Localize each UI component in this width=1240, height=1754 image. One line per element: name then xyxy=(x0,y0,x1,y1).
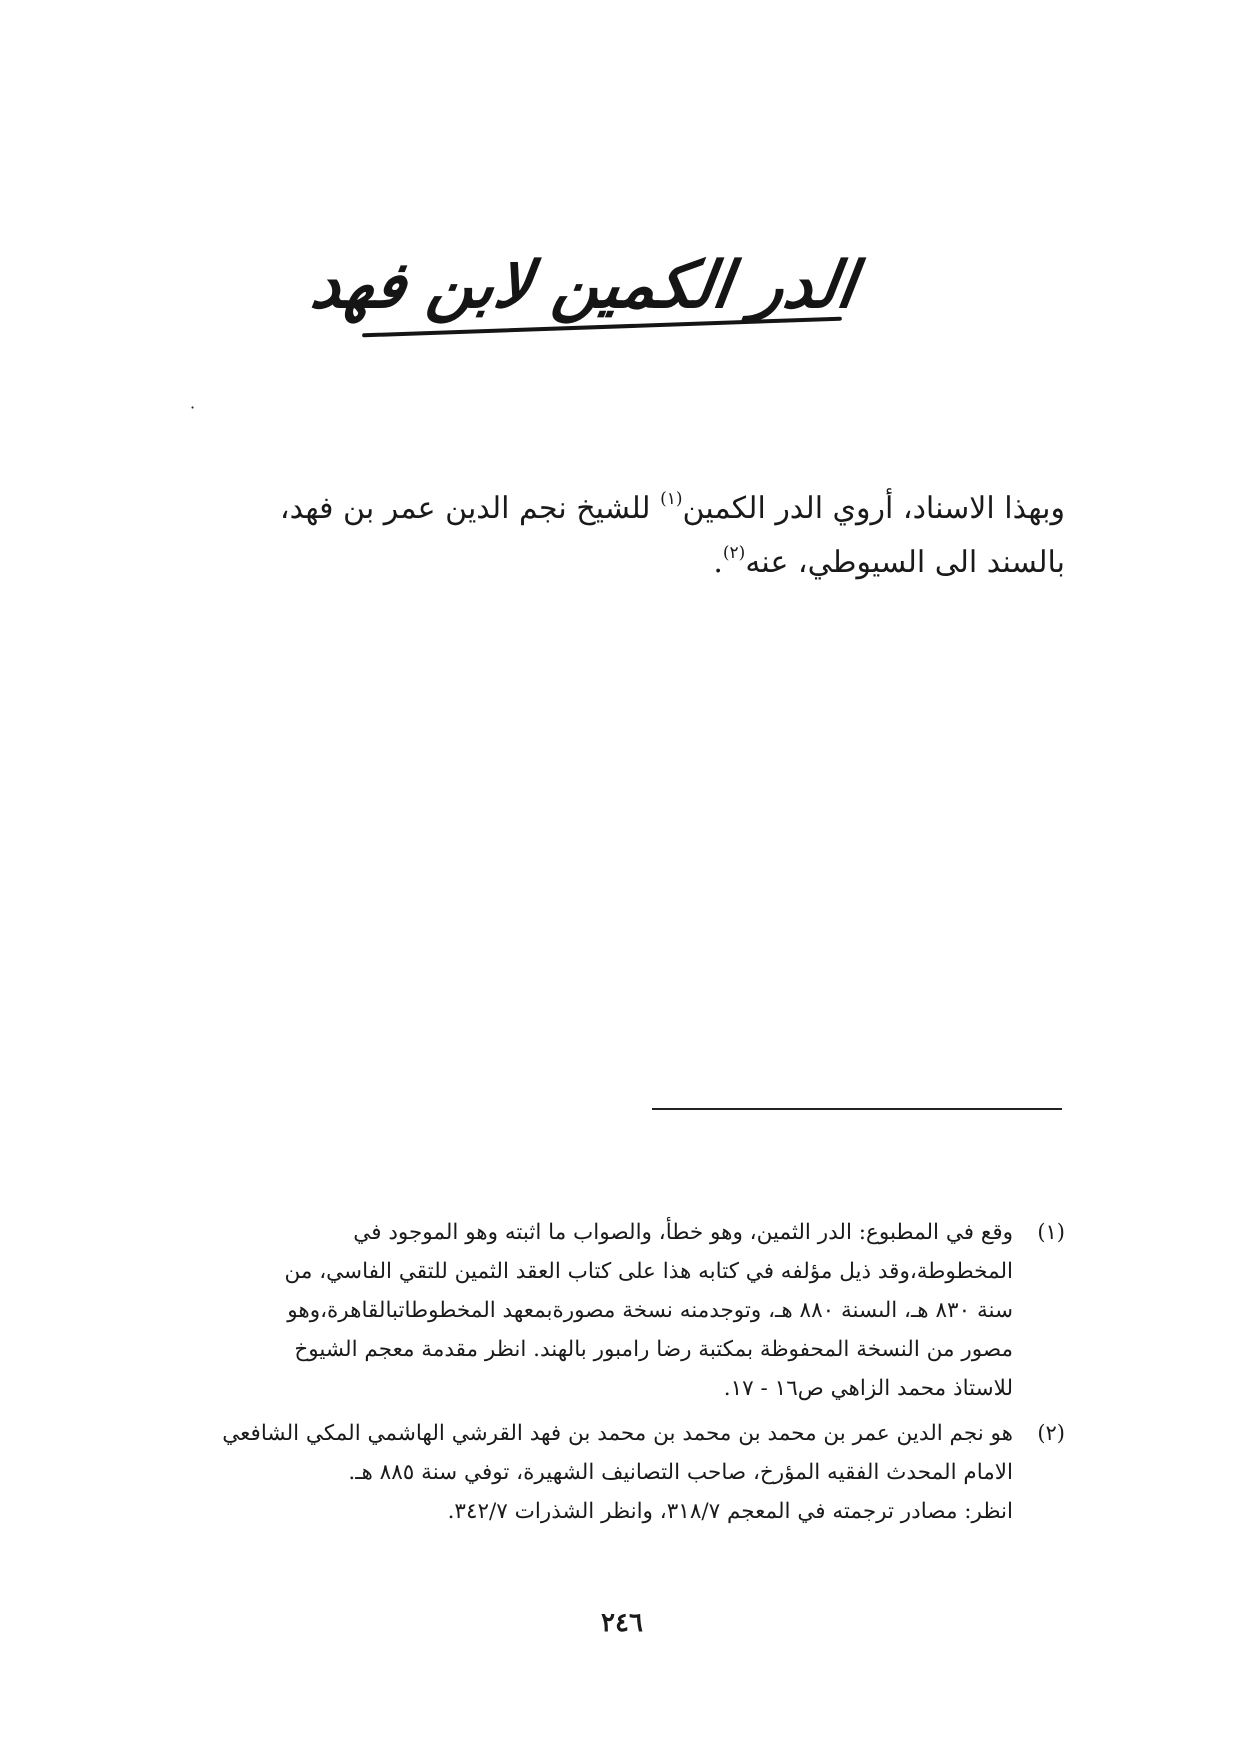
line1-text-after: للشيخ نجم الدين عمر بن فهد، xyxy=(279,491,651,526)
paragraph-line-1 xyxy=(280,491,1065,526)
footnote-line: مصور من النسخة المحفوظة بمكتبة رضا رامبور بالهند. انظر مقدمة معجم الشيوخ xyxy=(294,1337,1013,1362)
footnote-line: الامام المحدث الفقيه المؤرخ، صاحب التصانيف الشهيرة، توفي سنة ٨٨٥ هـ. xyxy=(348,1460,1013,1485)
footnotes-section xyxy=(135,1213,1065,1537)
footnote-1 xyxy=(135,1213,1065,1408)
line2-text-after: . xyxy=(713,545,723,580)
footnote-line: هو نجم الدين عمر بن محمد بن محمد بن محمد بن فهد القرشي الهاشمي المكي الشافعي xyxy=(222,1421,1013,1446)
scan-speck: · xyxy=(190,398,196,417)
footnote-line: انظر: مصادر ترجمته في المعجم ٣١٨/٧، وانظر الشذرات ٣٤٢/٧. xyxy=(447,1499,1013,1524)
footnote-number: (٢) xyxy=(1037,1421,1065,1445)
paragraph-line-2 xyxy=(145,536,1065,590)
page-number: ٢٤٦ xyxy=(601,1608,643,1638)
footnote-line: للاستاذ محمد الزاهي ص١٦ - ١٧. xyxy=(723,1376,1013,1401)
footnote-line: سنة ٨٣٠ هـ، الىسنة ٨٨٠ هـ، وتوجدمنه نسخة مصورةبمعهد المخطوطاتبالقاهرة،وهو xyxy=(287,1298,1013,1323)
footnote-number: (١) xyxy=(1037,1220,1065,1244)
main-paragraph xyxy=(145,482,1065,590)
footnote-2 xyxy=(135,1414,1065,1531)
line2-text-before: بالسند الى السيوطي، عنه xyxy=(745,545,1065,580)
footnote-separator xyxy=(652,1108,1062,1110)
footnote-line: المخطوطة،وقد ذيل مؤلفه في كتابه هذا على كتاب العقد الثمين للتقي الفاسي، من xyxy=(284,1259,1013,1284)
footnote-ref-1[interactable]: (١) xyxy=(660,489,683,509)
footnote-ref-2[interactable]: (٢) xyxy=(722,543,746,563)
page-title: الدر الكمين لابن فهد xyxy=(306,248,861,323)
line1-text-before: وبهذا الاسناد، أروي الدر الكمين xyxy=(682,491,1065,526)
footnote-line: وقع في المطبوع: الدر الثمين، وهو خطأ، والصواب ما اثبته وهو الموجود في xyxy=(353,1220,1013,1245)
